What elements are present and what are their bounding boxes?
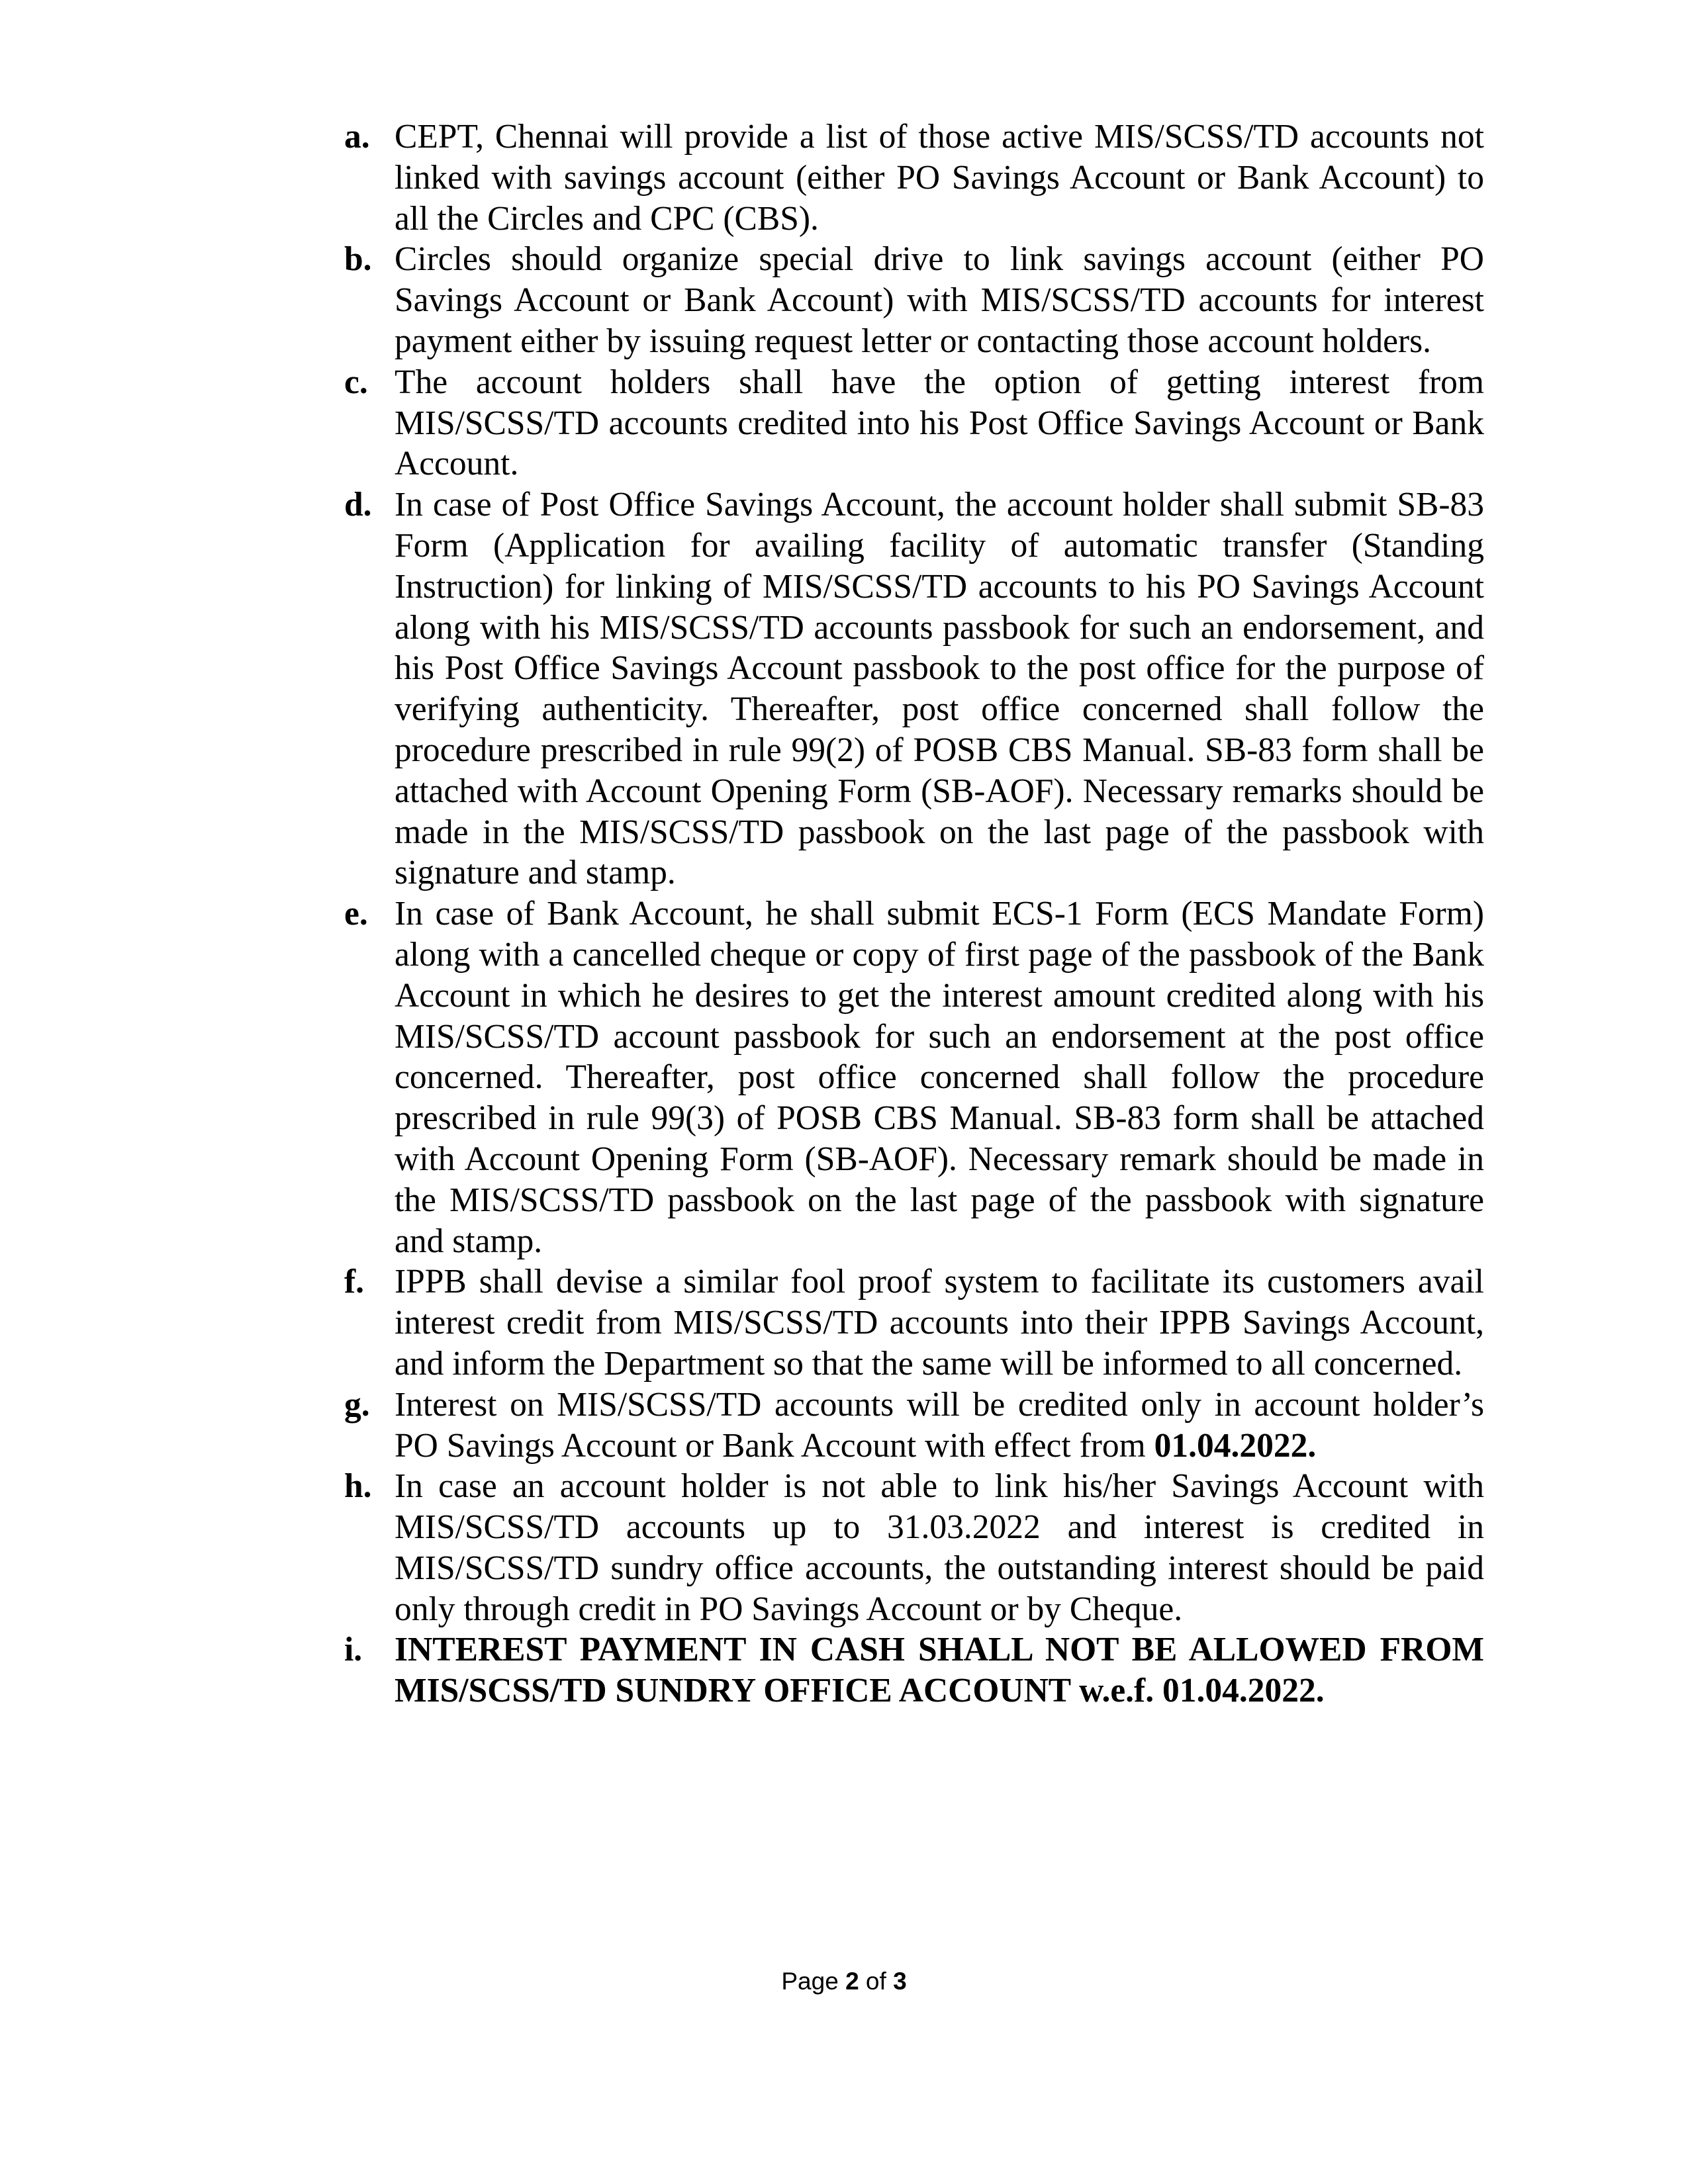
item-text: IPPB shall devise a similar fool proof system to facilitate its customers avail interest credit from MIS/SCSS/TD accounts into their IPPB Savings Account, and inform the Department so that the same will be informed to all concerned. xyxy=(395,1263,1484,1383)
list-item-e xyxy=(344,893,1484,1261)
current-page-number: 2 xyxy=(845,1968,859,1995)
list-item-d xyxy=(344,484,1484,893)
item-marker: e. xyxy=(344,895,368,933)
item-text: Circles should organize special drive to link savings account (either PO Savings Account or Bank Account) with MIS/SCSS/TD accounts for interest payment either by issuing request letter or contacting those account holders. xyxy=(395,240,1484,360)
item-text: The account holders shall have the option of getting interest from MIS/SCSS/TD accounts credited into his Post Office Savings Account or Bank Account. xyxy=(395,363,1484,483)
list-item-g xyxy=(344,1385,1484,1467)
item-marker: a. xyxy=(344,118,370,156)
effective-date: 01.04.2022. xyxy=(1154,1426,1317,1465)
total-page-count: 3 xyxy=(893,1968,907,1995)
item-text: CEPT, Chennai will provide a list of those active MIS/SCSS/TD accounts not linked with savings account (either PO Savings Account or Bank Account) to all the Circles and CPC (CBS). xyxy=(395,118,1484,238)
item-text: INTEREST PAYMENT IN CASH SHALL NOT BE ALLOWED FROM MIS/SCSS/TD SUNDRY OFFICE ACCOUNT w.e.f. 01.04.2022. xyxy=(395,1631,1484,1710)
item-text: In case an account holder is not able to link his/her Savings Account with MIS/SCSS/TD accounts up to 31.03.2022 and interest is credited in MIS/SCSS/TD sundry office accounts, the outstanding interest should be paid only through credit in PO Savings Account or by Cheque. xyxy=(395,1467,1484,1628)
page-word: Page xyxy=(781,1968,839,1995)
list-item-a xyxy=(344,116,1484,239)
list-item-b xyxy=(344,239,1484,361)
item-text: In case of Bank Account, he shall submit ECS-1 Form (ECS Mandate Form) along with a cancelled cheque or copy of first page of the passbook of the Bank Account in which he desires to get the interest amount credited along with his MIS/SCSS/TD account passbook for such an endorsement at the post office concerned. Thereafter, post office concerned shall follow the procedure prescribed in rule 99(3) of POSB CBS Manual. SB-83 form shall be attached with Account Opening Form (SB-AOF). Necessary remark should be made in the MIS/SCSS/TD passbook on the last page of the passbook with signature and stamp. xyxy=(395,895,1484,1260)
item-marker: d. xyxy=(344,486,372,524)
item-marker: i. xyxy=(344,1631,363,1669)
list-item-i xyxy=(344,1629,1484,1711)
item-marker: b. xyxy=(344,240,372,279)
item-text: In case of Post Office Savings Account, the account holder shall submit SB-83 Form (Application for availing facility of automatic transfer (Standing Instruction) for linking of MIS/SCSS/TD accounts to his PO Savings Account along with his MIS/SCSS/TD accounts passbook for such an endorsement, and his Post Office Savings Account passbook to the post office for the purpose of verifying authenticity. Thereafter, post office concerned shall follow the procedure prescribed in rule 99(2) of POSB CBS Manual. SB-83 form shall be attached with Account Opening Form (SB-AOF). Necessary remarks should be made in the MIS/SCSS/TD passbook on the last page of the passbook with signature and stamp. xyxy=(395,486,1484,892)
list-item-h xyxy=(344,1466,1484,1629)
item-marker: g. xyxy=(344,1385,370,1424)
item-text: Interest on MIS/SCSS/TD accounts will be credited only in account holder’s PO Savings Account or Bank Account with effect from xyxy=(395,1385,1484,1465)
list-item-f xyxy=(344,1261,1484,1384)
page-footer xyxy=(0,1967,1688,1996)
item-marker: h. xyxy=(344,1467,372,1506)
item-marker: c. xyxy=(344,363,368,401)
item-marker: f. xyxy=(344,1263,365,1301)
instruction-list xyxy=(344,116,1484,1711)
list-item-c xyxy=(344,362,1484,484)
of-word: of xyxy=(865,1968,886,1995)
